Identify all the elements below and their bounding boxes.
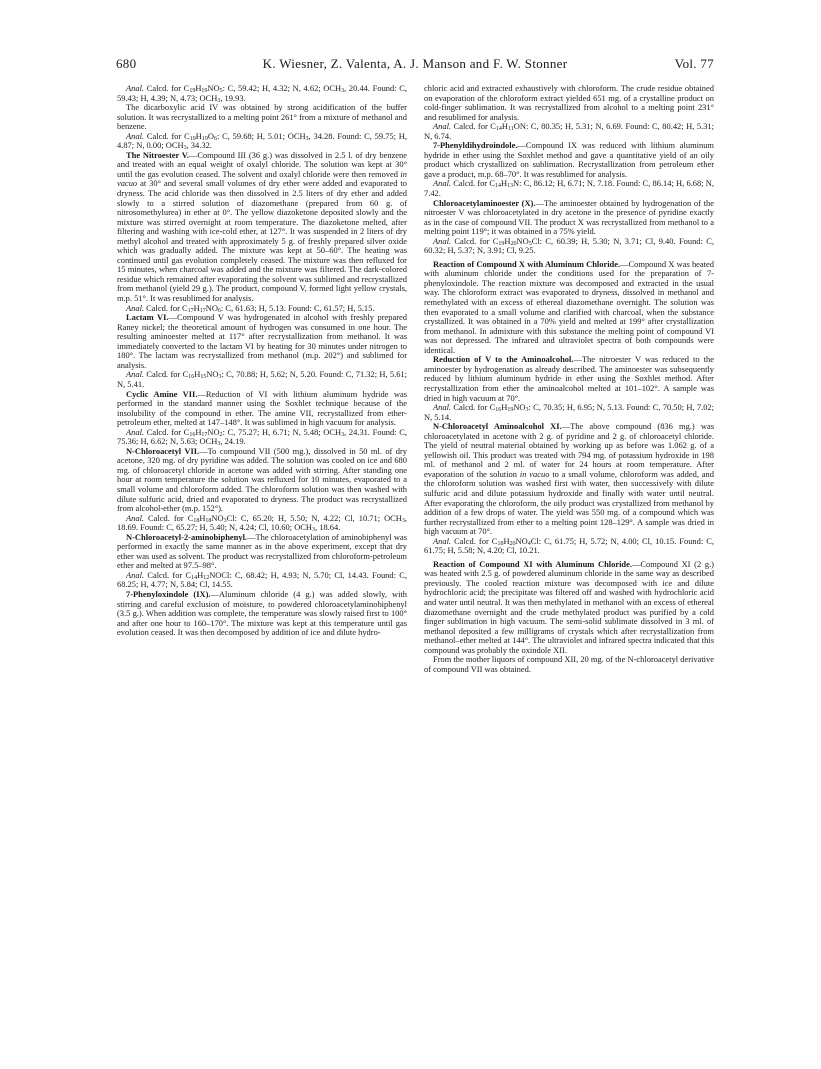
paragraph: Anal. Calcd. for $C_{16}H_{19}NO_3$: C, 70.35; H, 6.95; N, 5.13. Found: C, 70.50; H, 7.02; N, 5.14. bbox=[424, 402, 714, 422]
paragraph: Anal. Calcd. for $C_{19}H_{19}NO_5$: C, 59.42; H, 4.32; N, 4.62; $OCH_3$, 20.44. Found: C, 59.43; H, 4.39; N, 4.73; $OCH_3$, 19.93. bbox=[117, 83, 407, 104]
author-line: K. Wiesner, Z. Valenta, A. J. Manson and F. W. Stonner bbox=[262, 56, 568, 71]
paragraph: N-Chloroacetyl VII.—To compound VII (500 mg.), dissolved in 50 ml. of dry acetone, 320 mg. of dry pyridine was added. The solution was cooled on ice and 680 mg. of chloroacetyl chloride in acetone was added with stirring. After standing one hour at room temperature the solution was refluxed for 10 minutes, evaporated to a small volume and chloroform added. The chloroform solution was then washed with dilute sulfuric acid, dried and evaporated to dryness. The product was recrystallized from alcohol-ether (m.p. 152°). bbox=[117, 445, 407, 514]
paragraph: N-Chloroacetyl-2-aminobiphenyl.—The chloroacetylation of aminobiphenyl was performed in exactly the same manner as in the above experiment, except that dry ether was used as solvent. The product was recrystallized from chloroform-petroleum ether and melted at 97.5–98°. bbox=[117, 531, 407, 571]
paragraph: Anal. Calcd. for $C_{17}H_{17}NO_6$: C, 61.63; H, 5.13. Found: C, 61.57; H, 5.15. bbox=[126, 302, 375, 314]
paragraph: Anal. Calcd. for $C_{19}H_{19}O_6$: C, 59.68; H, 5.01; $OCH_3$, 34.28. Found: C, 59.75; H, 4.87; N, 0.00; $OCH_3$, 34.32. bbox=[117, 130, 407, 152]
paragraph: chloric acid and extracted exhaustively with chloroform. The crude residue obtained on evaporation of the chloroform extract yielded 651 mg. of a crystalline product on cold-finger sublimation. It was recrystallized from alcohol to a melting point 231° and resublimed for analysis. bbox=[424, 83, 714, 122]
paragraph: The Nitroester V.—Compound III (36 g.) was dissolved in 2.5 l. of dry benzene and treated with an equal weight of oxalyl chloride. The solution was kept at 30° until the gas evolution ceased. The solvent and oxalyl chloride were then removed in vacuo at 30° and several small volumes of dry ether were added and evaporated to dryness. The acid chloride was then dissolved in 2.5 liters of dry ether and added slowly to a stirred solution of diazomethane (prepared from 60 g. of nitrosomethylurea) in ether at 0°. The yellow diazoketone deposited slowly and the mixture was stirred overnight at room temperature. The diazoketone melted, after filtering and washing with ice-cold ether, at 127°. It was suspended in 2 liters of dry methyl alcohol and treated with approximately 5 g. of freshly prepared silver oxide which was gradually added. The mixture was kept at 50–60°. The heating was continued until gas evolution completely ceased. The mixture was then refluxed for 15 minutes, when charcoal was added and the mixture was filtered. The dark-colored residue which remained after evaporating the solvent was sublimed and recrystallized from methanol (yield 29 g.). The product, compound V, formed light yellow crystals, m.p. 51°. It was resublimed for analysis. bbox=[117, 149, 408, 304]
paragraph: Anal. Calcd. for $C_{16}H_{15}NO_3$: C, 70.88; H, 5.62; N, 5.20. Found: C, 71.32; H, 5.61; N, 5.41. bbox=[117, 369, 407, 389]
paragraph: From the mother liquors of compound XII, 20 mg. of the N-chloroacetyl derivative of compound VII was obtained. bbox=[424, 654, 714, 674]
paragraph: 7-Phenyldihydroindole.—Compound IX was reduced with lithium aluminum hydride in ether using the Soxhlet method and gave a quantitative yield of an oily product which crystallized on sublimation. Recrystallization from petroleum ether gave a product, m.p. 68–70°. It was resublimed for analysis. bbox=[424, 140, 714, 179]
right-text-column bbox=[424, 84, 714, 674]
paragraph: Anal. Calcd. for $C_{18}H_{18}NO_3Cl$: C, 65.20; H, 5.50; N, 4.22; Cl, 10.71; $OCH_3$, 18.69. Found: C, 65.27; H, 5.40; N, 4.24; Cl, 10.60; $OCH_3$, 18.64. bbox=[117, 512, 407, 534]
paragraph: Anal. Calcd. for $C_{19}H_{20}NO_5Cl$: C, 60.39; H, 5.30; N, 3.71; Cl, 9.40. Found: C, 60.32; H, 5.37; N, 3.91; Cl, 9.25. bbox=[424, 235, 714, 256]
paragraph: Cyclic Amine VII.—Reduction of VI with lithium aluminum hydride was performed in the standard manner using the Soxhlet technique because of the insolubility of the compound in ether. The amine VII, recrystallized from ether-petroleum ether, melted at 147–148°. It was sublimed in high vacuum for analysis. bbox=[117, 388, 407, 428]
volume-number: Vol. 77 bbox=[674, 56, 714, 71]
paragraph: Reaction of Compound XI with Aluminum Chloride.—Compound XI (2 g.) was heated with 2.5 g. of powdered aluminum chloride in the same way as described previously. The cooled reaction mixture was decomposed with ice and dilute hydrochloric acid; the precipitate was filtered off and washed with hydrochloric acid and water until neutral. It was then methylated in methanol with an excess of ethereal diazomethane overnight and the crude methylated product was purified by a cold finger sublimation in high vacuum. The semi-solid sublimate dissolved in 3 ml. of methanol deposited a few milligrams of crystals which after recrystallization from methanol–ether melted at 144°. The ultraviolet and infrared spectra indicated that this compound was probably the oxindole XII. bbox=[424, 558, 714, 655]
paragraph: 7-Phenyloxindole (IX).—Aluminum chloride (4 g.) was added slowly, with stirring and careful exclusion of moisture, to powdered chloroacetylaminobiphenyl (3.5 g.). When addition was complete, the temperature was slowly raised first to 100° and after one hour to 160–170°. The mixture was kept at this temperature until gas evolution ceased. It was then decomposed by addition of ice and dilute hydro- bbox=[117, 588, 407, 638]
paragraph: Chloroacetylaminoester (X).—The aminoester obtained by hydrogenation of the nitroester V was chloroacetylated in dry acetone in the presence of pyridine exactly as in the case of compound VII. The product X was recrystallized from methanol to a melting point 119°; it was obtained in a 75% yield. bbox=[424, 197, 715, 237]
paragraph: Lactam VI.—Compound V was hydrogenated in alcohol with freshly prepared Raney nickel; the theoretical amount of hydrogen was consumed in one hour. The resulting aminoester melted at 117° after recrystallization from methanol. It was immediately converted to the lactam VI by heating for 30 minutes under nitrogen to 180°. The lactam was recrystallized from methanol (m.p. 202°) and sublimed for analysis. bbox=[117, 312, 408, 370]
paragraph: The dicarboxylic acid IV was obtained by strong acidification of the buffer solution. It was recrystallized to a melting point 261° from a mixture of methanol and benzene. bbox=[117, 102, 407, 132]
left-text-column bbox=[117, 84, 407, 638]
paragraph: Reduction of V to the Aminoalcohol.—The nitroester V was reduced to the aminoester by hydrogenation as already described. The aminoester was subsequently reduced by lithium aluminum hydride in ether using the Soxhlet method. After recrystallization from ether the aminoalcohol melted at 101–102°. A sample was dried in high vacuum at 70°. bbox=[424, 354, 714, 403]
paragraph: Anal. Calcd. for $C_{18}H_{20}NO_4Cl$: C, 61.75; H, 5.72; N, 4.00; Cl, 10.15. Found: C, 61.75; H, 5.58; N, 4.20; Cl, 10.21. bbox=[424, 535, 714, 556]
running-header bbox=[116, 56, 714, 76]
paragraph: N-Chloroacetyl Aminoalcohol XI.—The above compound (836 mg.) was chloroacetylated in acetone with 2 g. of pyridine and 2 g. of chloroacetyl chloride. The yield of neutral material obtained by working up as before was 1.062 g. of a yellowish oil. This product was treated with 794 mg. of potassium hydroxide in 198 ml. of methanol and 2 ml. of water for 24 hours at room temperature. After evaporation of the solution in vacuo to a small volume, chloroform was added, and the chloroform solution was washed first with water, then successively with dilute sulfuric acid and dilute potassium hydroxide and finally with water until neutral. After evaporating the chloroform, the oily product was crystallized from methanol by addition of a few drops of water. The yield was 550 mg. of a compound which was further recrystallized from ether to a melting point 128–129°. A sample was dried in high vacuum at 70°. bbox=[424, 421, 714, 537]
paragraph: Reaction of Compound X with Aluminum Chloride.—Compound X was heated with aluminum chloride under the conditions used for the preparation of 7-phenyloxindole. The reaction mixture was decomposed and extracted in the usual way. The chloroform extract was evaporated to dryness, dissolved in methanol and remethylated with an excess of ethereal diazomethane overnight. The solution was then evaporated to a small volume and clarified with charcoal, when the substance crystallized. It was obtained in a 70% yield and melted at 199° after crystallization from methanol. In admixture with this substance the melting point of compound VI was not depressed. The infrared and ultraviolet spectra of both compounds were identical. bbox=[424, 258, 714, 355]
page-number: 680 bbox=[116, 56, 137, 71]
paragraph: Anal. Calcd. for $C_{16}H_{17}NO_2$: C, 75.27; H, 6.71; N, 5.48; $OCH_3$, 24.31. Found: C, 75.36; H, 6.62; N, 5.63; $OCH_3$, 24.19. bbox=[117, 426, 407, 448]
paragraph: Anal. Calcd. for $C_{14}H_{13}N$: C, 86.12; H, 6.71; N, 7.18. Found: C, 86.14; H, 6.68; N, 7.42. bbox=[424, 178, 714, 199]
paragraph: Anal. Calcd. for $C_{14}H_{11}ON$: C, 80.35; H, 5.31; N, 6.69. Found: C, 80.42; H, 5.31; N, 6.74. bbox=[424, 121, 714, 141]
paragraph: Anal. Calcd. for $C_{14}H_{12}NOCl$: C, 68.42; H, 4.93; N, 5.70; Cl, 14.43. Found: C, 68.25; H, 4.77; N, 5.84; Cl, 14.55. bbox=[117, 569, 407, 590]
